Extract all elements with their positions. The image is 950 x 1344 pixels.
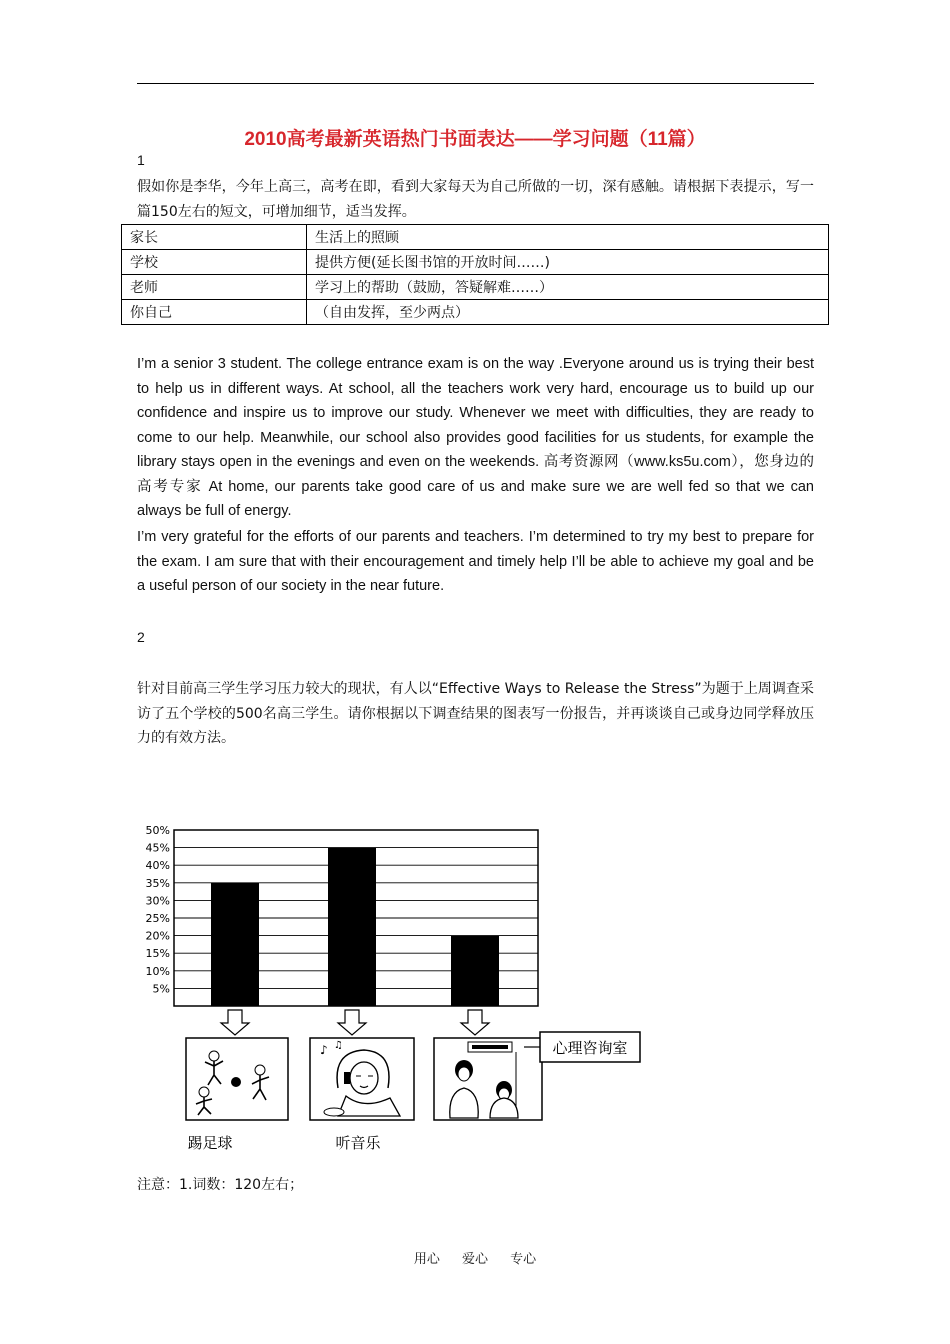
essay-paragraph-2: I’m very grateful for the efforts of our parents and teachers. I’m determined to try my best to prepare for the exam. I am sure that with their encouragement and timely help I’ll be able to achieve my goal and be a useful person of our society in the near future.: [137, 529, 814, 594]
y-tick-label: 30%: [145, 894, 170, 908]
counseling-room-illustration: [434, 1038, 542, 1120]
bar-1: [211, 883, 259, 1006]
arrow-down-icon: [461, 1010, 489, 1035]
category-label: 听音乐: [335, 1134, 381, 1152]
arrow-down-icon: [221, 1010, 249, 1035]
table-row: [122, 250, 829, 275]
table-cell: 生活上的照顾: [307, 225, 829, 250]
girl-listening-music-illustration: [310, 1038, 414, 1120]
table-cell: 你自己: [122, 300, 307, 325]
sign-label: 心理咨询室: [552, 1039, 628, 1057]
y-tick-label: 50%: [145, 824, 170, 837]
table-cell: 家长: [122, 225, 307, 250]
y-tick-label: 10%: [145, 964, 170, 978]
question-2-prompt: 针对目前高三学生学习压力较大的现状，有人以“Effective Ways to Release the Stress”为题于上周调查采访了五个学校的500名高三学生。请你根据以下调查结果的图表写一份报告，并再谈谈自己或身边同学释放压力的有效方法。: [137, 681, 814, 746]
question-2-number: 2: [137, 629, 145, 645]
page-footer: 用心 爱心 专心: [413, 1252, 537, 1267]
question-1-prompt: 假如你是李华，今年上高三，高考在即，看到大家每天为自己所做的一切，深有感触。请根据下表提示，写一篇150左右的短文，可增加细节，适当发挥。: [137, 179, 814, 220]
header-rule: [137, 83, 814, 84]
bar-chart: [120, 820, 660, 1160]
y-tick-label: 5%: [152, 982, 170, 996]
table-cell: （自由发挥，至少两点）: [307, 300, 829, 325]
table-cell: 学校: [122, 250, 307, 275]
y-tick-label: 25%: [145, 912, 170, 925]
bar-2: [328, 848, 376, 1006]
category-label: 踢足球: [187, 1134, 233, 1152]
table-row: [122, 225, 829, 250]
y-tick-label: 15%: [145, 947, 170, 961]
table-row: [122, 275, 829, 300]
bar-3: [451, 936, 499, 1006]
table-cell: 提供方便(延长图书馆的开放时间……): [307, 250, 829, 275]
y-tick-label: 35%: [145, 876, 170, 890]
hint-table: [121, 224, 829, 325]
note-text: 注意：1.词数：120左右；: [137, 1177, 304, 1193]
table-cell: 老师: [122, 275, 307, 300]
y-tick-label: 20%: [145, 929, 170, 943]
svg-text:♫: ♫: [334, 1040, 343, 1051]
table-cell: 学习上的帮助（鼓励，答疑解难……）: [307, 275, 829, 300]
essay-paragraph-1: I’m a senior 3 student. The college entrance exam is on the way .Everyone around us is trying their best to help us in different ways. At school, all the teachers work very hard, encourage us to build up our confidence and inspire us to improve our study. Whenever we meet with difficulties, they are ready to come to our help. Meanwhile, our school also provides good facilities for us students, for example the library stays open in the evenings and even on the weekends. 高考资源网（www.ks5u.com），您身边的高考专家 At home, our parents take good care of us and make sure we are well fed so that we can always be full of energy.: [137, 356, 814, 519]
y-tick-label: 45%: [145, 841, 170, 855]
question-1-number: 1: [137, 152, 145, 168]
arrow-down-icon: [338, 1010, 366, 1035]
y-tick-label: 40%: [145, 859, 170, 873]
page-title: 2010高考最新英语热门书面表达——学习问题（11篇）: [244, 129, 706, 150]
svg-text:♪: ♪: [320, 1043, 328, 1057]
table-row: [122, 300, 829, 325]
football-players-illustration: [186, 1038, 288, 1120]
